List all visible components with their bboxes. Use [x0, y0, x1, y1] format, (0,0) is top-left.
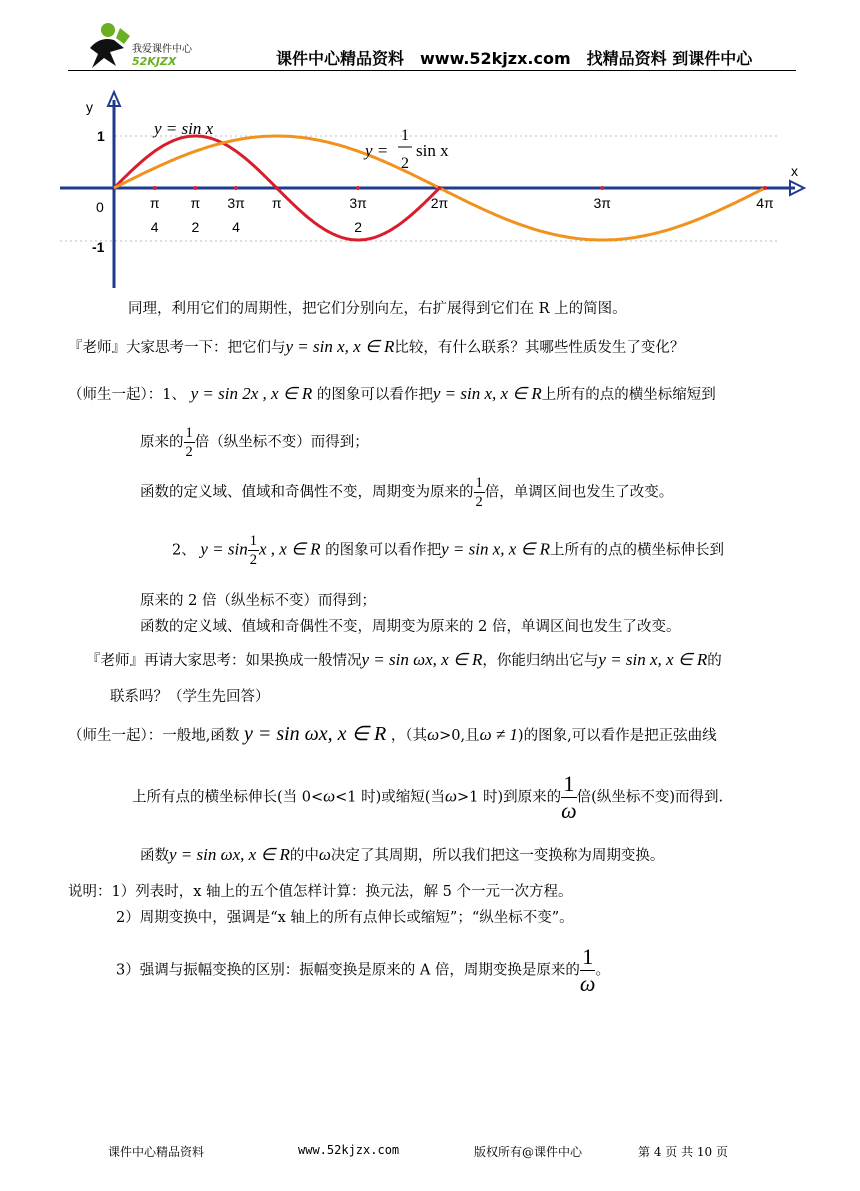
tick-label-bottom: 2: [354, 219, 363, 235]
para-12-omega-2: ω: [444, 786, 457, 806]
tick-mark: [275, 186, 279, 190]
para-9-text-a: 『老师』再请大家思考：如果换成一般情况: [86, 653, 362, 669]
para-11-text-b: ，（其: [390, 728, 428, 744]
note-3-text-a: 3）强调与振幅变换的区别：振幅变换是原来的 A 倍，周期变换是原来的: [116, 962, 580, 979]
tick-label-top: 3π: [227, 195, 245, 211]
para-4-den: 2: [185, 444, 193, 460]
half-label-suffix: sin x: [416, 141, 449, 160]
para-3-math-2: y = sin x, x ∈ R: [432, 384, 542, 403]
note-3-text-b: 。: [595, 962, 610, 979]
para-9-math-1: y = sin ωx, x ∈ R: [361, 650, 483, 669]
para-6-text-c: 上所有的点的横坐标伸长到: [550, 542, 724, 559]
para-12: [132, 771, 723, 824]
tick-label-bottom: 4: [232, 219, 240, 235]
para-4: [140, 424, 369, 461]
note-3-fraction: [580, 944, 596, 997]
origin-label: 0: [96, 199, 104, 215]
para-4-fraction: [184, 424, 195, 461]
y-one-label: 1: [97, 128, 105, 144]
para-11-omega-1: ω: [427, 725, 440, 744]
para-12-text-c: >1 时)到原来的: [456, 789, 562, 806]
tick-mark: [193, 186, 197, 190]
para-5: [140, 474, 673, 511]
para-3-text-b: 的图象可以看作把: [316, 387, 433, 403]
para-4-num: 1: [185, 425, 193, 441]
para-11-math: y = sin ωx, x ∈ R: [243, 723, 387, 745]
para-2-math: y = sin x, x ∈ R: [285, 337, 395, 356]
tick-mark: [234, 186, 238, 190]
note-3-num: 1: [580, 944, 596, 971]
logo: [70, 18, 200, 76]
para-6-math-pre: y = sin: [200, 539, 248, 559]
para-5-fraction: [474, 474, 485, 511]
note-1: 说明：1）列表时，x 轴上的五个值怎样计算：换元法，解 5 个一元一次方程。: [68, 884, 573, 900]
tick-label-top: 4π: [756, 195, 774, 211]
half-label-den: 2: [401, 155, 409, 172]
tick-label-top: π: [190, 195, 201, 211]
para-8: 函数的定义域、值域和奇偶性不变，周期变为原来的 2 倍，单调区间也发生了改变。: [140, 619, 681, 635]
y-neg-one-label: -1: [92, 239, 105, 255]
para-6-text-a: 2、: [172, 542, 196, 559]
para-2-text-b: 比较，有什么联系？其哪些性质发生了变化？: [394, 340, 685, 356]
note-3-den: ω: [579, 971, 596, 996]
para-13-omega: ω: [318, 845, 331, 864]
para-2-text-a: 『老师』大家思考一下：把它们与: [68, 340, 286, 356]
header-rule: [68, 70, 796, 71]
footer-copyright: 版权所有@课件中心: [474, 1145, 583, 1159]
tick-mark: [153, 186, 157, 190]
para-6-fraction: [248, 532, 259, 569]
y-axis-label: y: [86, 99, 93, 115]
para-6: [172, 532, 724, 569]
para-1: 同理，利用它们的周期性，把它们分别向左，右扩展得到它们在 R 上的简图。: [128, 301, 627, 317]
para-7: 原来的 2 倍（纵坐标不变）而得到；: [140, 593, 376, 609]
para-13: [140, 846, 664, 865]
tick-label-bottom: 2: [191, 219, 200, 235]
half-label-num: 1: [401, 127, 409, 144]
para-13-math: y = sin ωx, x ∈ R: [169, 845, 290, 864]
tick-label-bottom: 4: [150, 219, 159, 235]
logo-text-bottom: 52KJZX: [132, 55, 177, 68]
tick-label-top: 3π: [593, 195, 611, 211]
para-3-math-1: y = sin 2x , x ∈ R: [190, 384, 313, 403]
tick-layer: [150, 186, 774, 235]
sin-label: y = sin x: [154, 119, 214, 138]
para-9-math-2: y = sin x, x ∈ R: [598, 650, 708, 669]
tick-mark: [356, 186, 360, 190]
para-5-den: 2: [475, 494, 483, 510]
para-12-text-a: 上所有点的横坐标伸长(当 0<: [132, 789, 324, 806]
para-13-text-c: 决定了其周期，所以我们把这一变换称为周期变换。: [330, 848, 665, 864]
para-4-text-a: 原来的: [140, 434, 184, 451]
para-9: [86, 651, 722, 670]
para-5-num: 1: [475, 475, 483, 491]
tick-label-top: 3π: [349, 195, 367, 211]
tick-mark: [763, 186, 767, 190]
para-2: [68, 338, 684, 357]
sine-graph: [60, 88, 810, 288]
para-5-text-a: 函数的定义域、值域和奇偶性不变，周期变为原来的: [140, 484, 474, 501]
para-9-text-c: 的: [707, 653, 722, 669]
para-4-text-b: 倍（纵坐标不变）而得到；: [194, 434, 369, 451]
para-12-omega-1: ω: [323, 786, 336, 806]
para-3-text-c: 上所有的点的横坐标缩短到: [541, 387, 716, 403]
para-6-math-2: y = sin x, x ∈ R: [441, 539, 550, 559]
x-axis-label: x: [791, 163, 798, 179]
para-11-text-c: >0,且: [439, 728, 480, 744]
para-12-num: 1: [561, 771, 577, 798]
half-label-prefix: y =: [365, 141, 389, 160]
para-11-text-d: )的图象,可以看作是把正弦曲线: [517, 728, 717, 744]
tick-label-top: 2π: [430, 195, 449, 211]
tick-label-top: π: [149, 195, 160, 211]
tick-mark: [600, 186, 604, 190]
note-2: 2）周期变换中，强调是“x 轴上的所有点伸长或缩短”；“纵坐标不变”。: [116, 910, 574, 926]
para-12-text-d: 倍(纵坐标不变)而得到.: [576, 789, 724, 806]
para-10: 联系吗？（学生先回答）: [110, 689, 270, 705]
footer-site: www.52kjzx.com: [298, 1143, 400, 1157]
para-12-den: ω: [561, 798, 577, 823]
para-11-omega-2: ω ≠ 1: [479, 725, 518, 744]
para-3-text-a: （师生一起）：1、: [68, 387, 186, 403]
tick-label-top: π: [271, 195, 282, 211]
header-title: 课件中心精品资料 www.52kjzx.com 找精品资料 到课件中心: [276, 49, 753, 68]
para-11-text-a: （师生一起）：一般地,函数: [68, 728, 240, 744]
para-6-text-b: 的图象可以看作把: [325, 542, 442, 559]
para-5-text-b: 倍，单调区间也发生了改变。: [484, 484, 674, 501]
footer-left: 课件中心精品资料: [108, 1145, 205, 1159]
para-11: [68, 725, 717, 745]
para-3: [68, 385, 716, 404]
para-6-den: 2: [249, 552, 257, 568]
para-13-text-a: 函数: [140, 848, 169, 864]
para-9-text-b: ，你能归纳出它与: [482, 653, 599, 669]
para-12-text-b: <1 时)或缩短(当: [335, 789, 445, 806]
para-13-text-b: 的中: [289, 848, 319, 864]
tick-mark: [438, 186, 442, 190]
para-6-num: 1: [249, 533, 257, 549]
para-12-fraction: [561, 771, 577, 824]
logo-text-top: 我爱课件中心: [132, 44, 192, 55]
para-6-math-post: x , x ∈ R: [258, 539, 321, 559]
footer-page: 第 4 页 共 10 页: [638, 1145, 728, 1159]
note-3: [116, 944, 610, 997]
